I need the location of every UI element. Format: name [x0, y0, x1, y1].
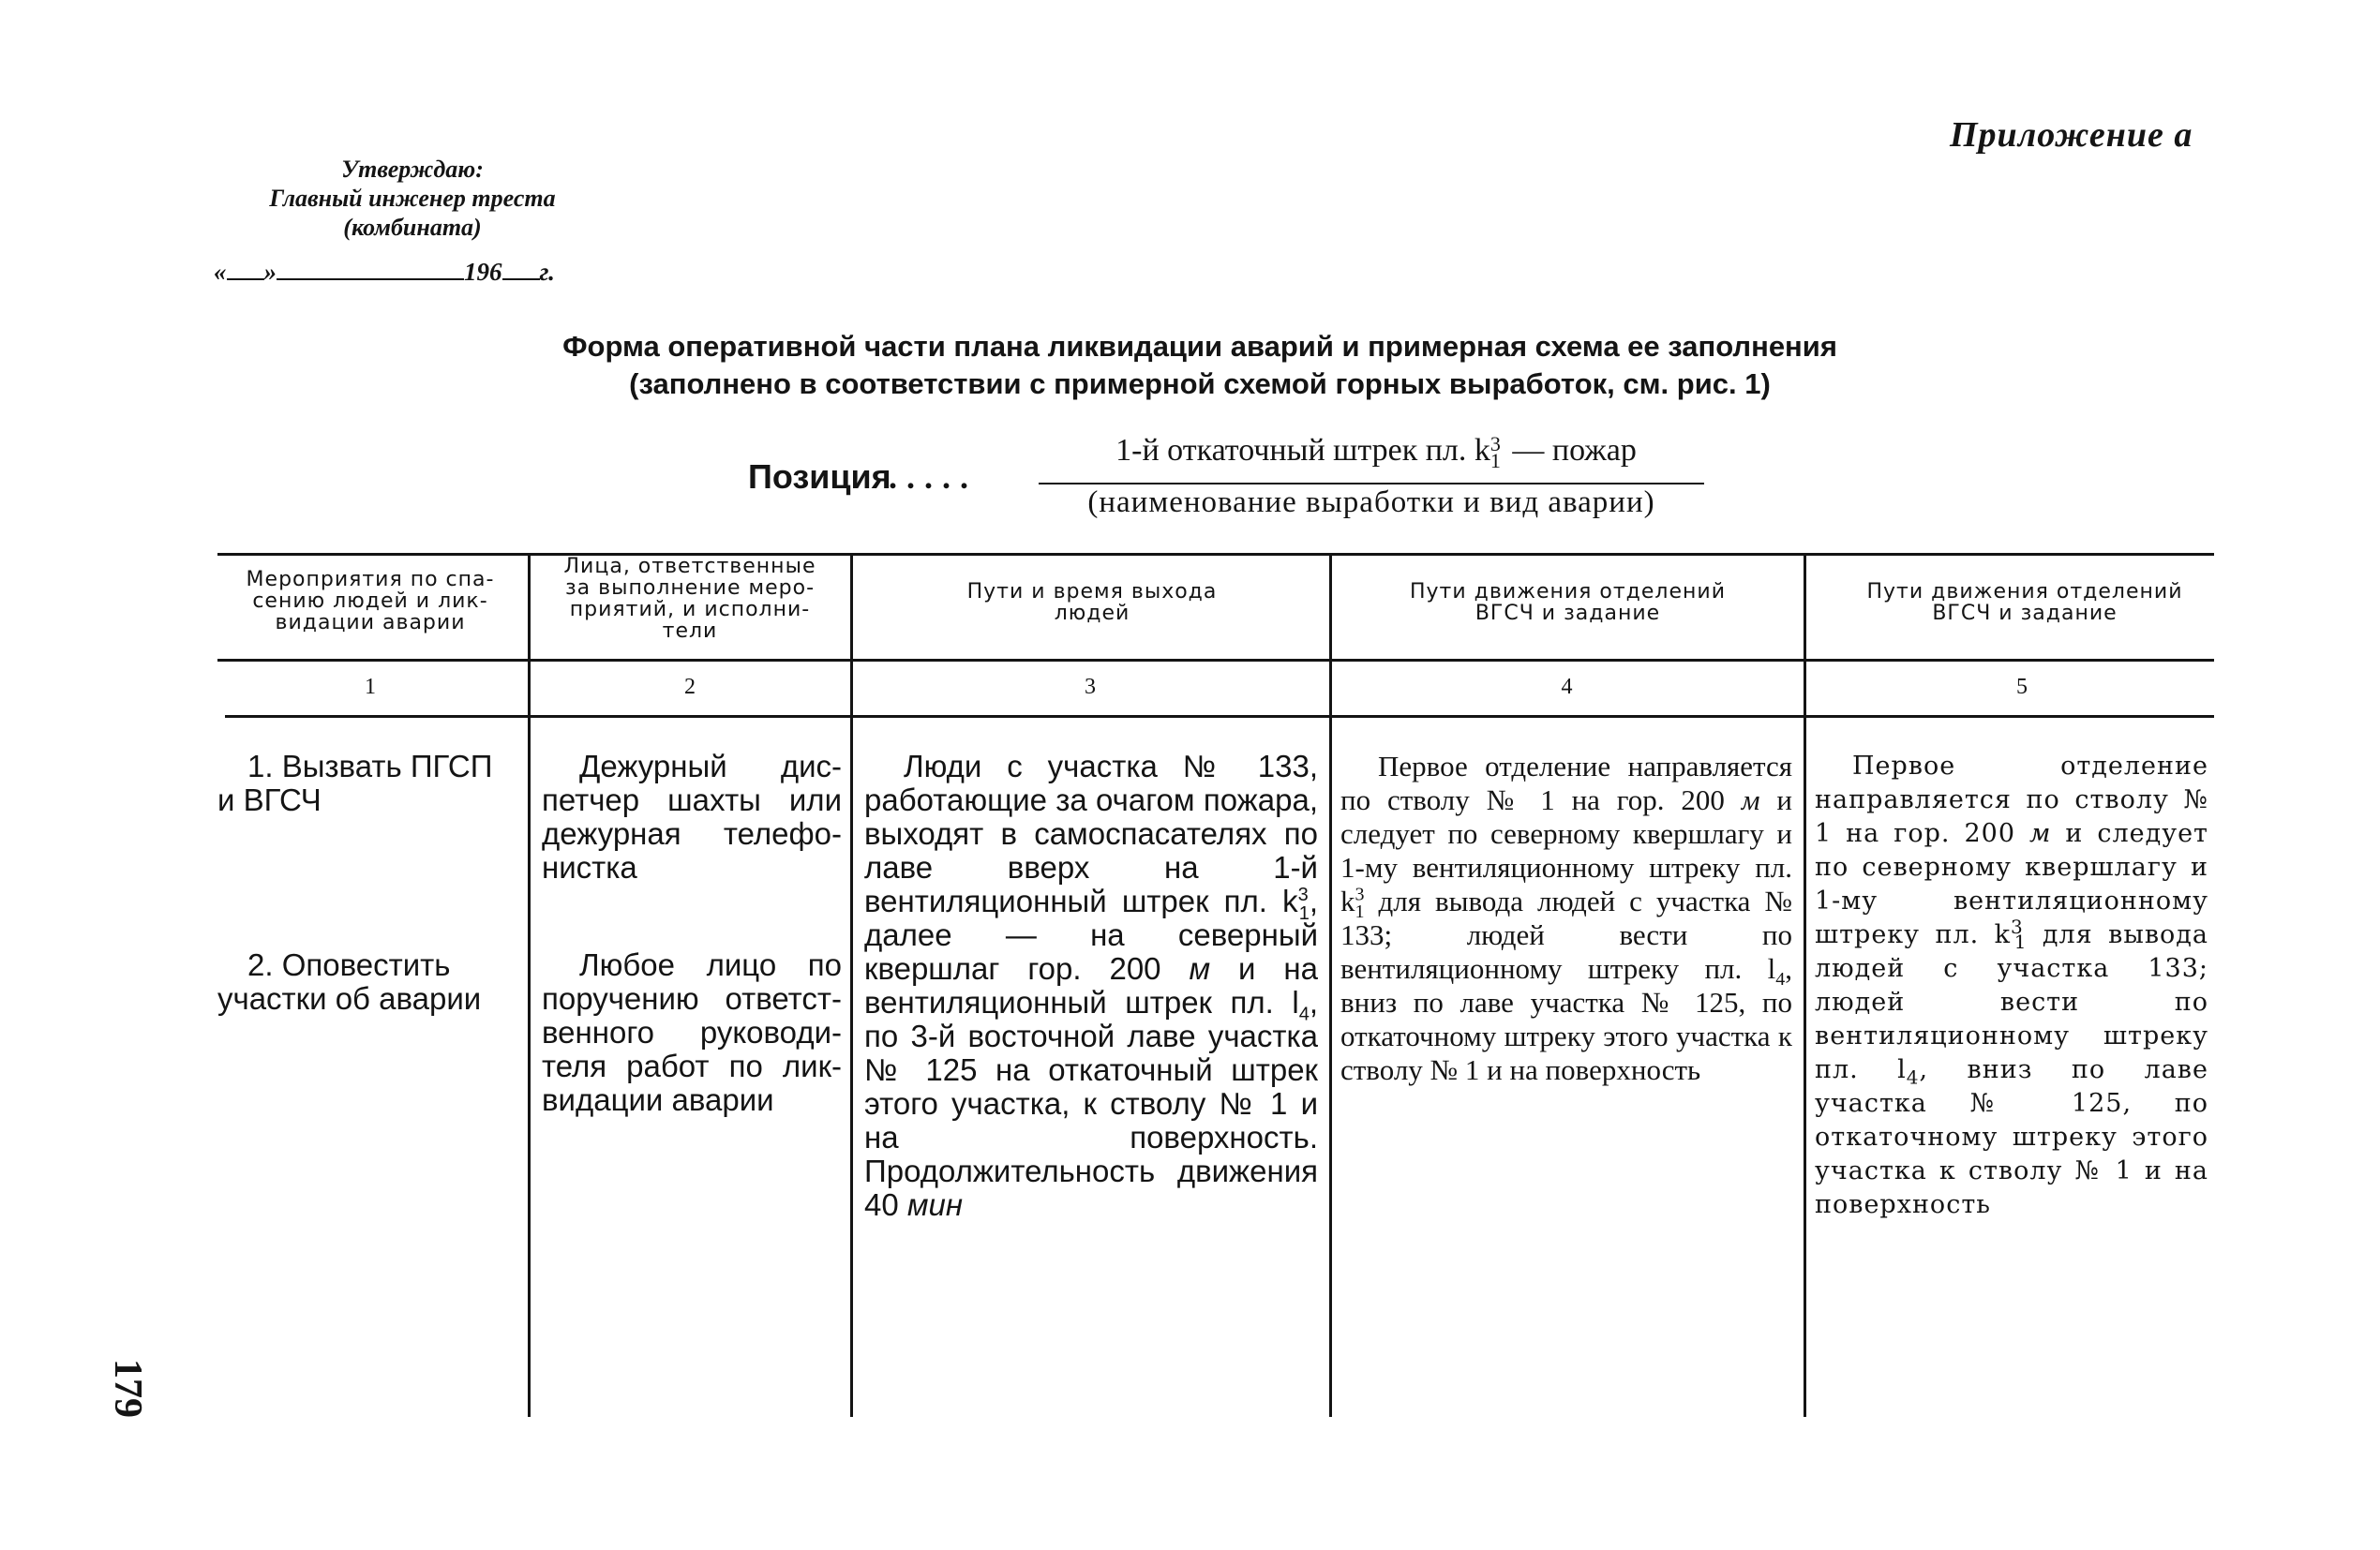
- date-quote-open: «: [214, 258, 227, 286]
- column-number-1: 1: [365, 675, 376, 699]
- column-number-3: 3: [1085, 675, 1096, 699]
- date-quote-close: »: [263, 258, 277, 286]
- responsible-1: Дежурный дис- петчер шахты или дежурная телефо- нистка: [542, 749, 842, 885]
- approval-date-line: [214, 258, 555, 287]
- position-dots: .....: [889, 458, 978, 496]
- date-year-suffix: г.: [539, 258, 555, 286]
- responsible-2: Любое лицо по поручению ответст- венного руководи- теля работ по лик- видации аварии: [542, 947, 842, 1117]
- column-number-4: 4: [1561, 675, 1573, 699]
- column-number-5: 5: [2016, 675, 2028, 699]
- table-top-rule: [217, 553, 2214, 556]
- measure-2: 2. Оповестить участки об аварии: [217, 947, 482, 1016]
- title-line-1: Форма оперативной части плана ликвидации аварий и примерная схема ее заполнения: [562, 330, 1837, 363]
- vgsch-route-2-text: Первое отделение направляется по стволу № 1 на гор. 200 м и следует по северному квершлагу и 1-му вентиляционному штреку пл. $k^3_1$ для вывода людей с участка 133; людей вести по вентиляционному штреку пл. $l_4$, вниз по лаве участка № 125, по откаточному штреку этого участка к стволу № 1 и на поверхность: [1815, 752, 2208, 1219]
- title-line-2: (заполнено в соответствии с примерной схемой горных выработок, см. рис. 1): [629, 367, 1771, 400]
- approval-line-3: (комбината): [343, 214, 482, 241]
- date-year-prefix: 196: [464, 258, 502, 286]
- position-label: Позиция: [748, 457, 891, 496]
- header-col-4: Пути движения отделений ВГСЧ и задание: [1409, 580, 1726, 625]
- table-numbers-bottom-rule: [225, 715, 2214, 718]
- column-divider-1: [528, 555, 531, 1417]
- position-caption: (наименование выработки и вид аварии): [1087, 485, 1655, 519]
- approval-line-2: Главный инженер треста: [269, 185, 556, 212]
- approval-block: [206, 155, 619, 242]
- header-col-3: Пути и время выхода людей: [966, 580, 1218, 625]
- page-number: 179: [106, 1359, 149, 1418]
- measure-1: 1. Вызвать ПГСП и ВГСЧ: [217, 749, 493, 817]
- document-title: [394, 328, 2006, 403]
- header-col-1: Мероприятия по спа- сению людей и лик- видации аварии: [246, 568, 495, 634]
- position-value: 1-й откаточный штрек пл. k 3 1 — пожар: [1115, 432, 1637, 473]
- column-number-2: 2: [684, 675, 696, 699]
- appendix-label: Приложение а: [1950, 115, 2193, 155]
- approval-line-1: Утверждаю:: [341, 156, 484, 183]
- vgsch-route-1-text: Первое отделение направляется по стволу № 1 на гор. 200 м и следует по северному квершлагу и 1-му вентиляционному штреку пл. $k^3_1$ для вывода людей с участка № 133; людей вести по вентиляционному штреку пл. $l_4$, вниз по лаве участка № 125, по откаточному штреку этого участка к стволу № 1 и на поверхность: [1340, 750, 1792, 1086]
- position-underline: [1039, 483, 1704, 484]
- exit-routes-text: Люди с участка № 133, работающие за очагом пожара, выходят в самоспасателях по лаве вверх на 1-й вентиляционный штрек пл. $k^3_1$, далее — на северный квершлаг гор. 200 м и на вентиляционный штрек пл. $l_4$, по 3-й восточной лаве участка № 125 на откаточный штрек этого участка, к стволу № 1 и на поверхность. Продолжительность движения 40 мин: [864, 749, 1318, 1222]
- table-header-bottom-rule: [217, 659, 2214, 662]
- header-col-2: Лица, ответственные за выполнение меро- приятий, и исполни- тели: [563, 555, 816, 643]
- header-col-5: Пути движения отделений ВГСЧ и задание: [1866, 580, 2183, 625]
